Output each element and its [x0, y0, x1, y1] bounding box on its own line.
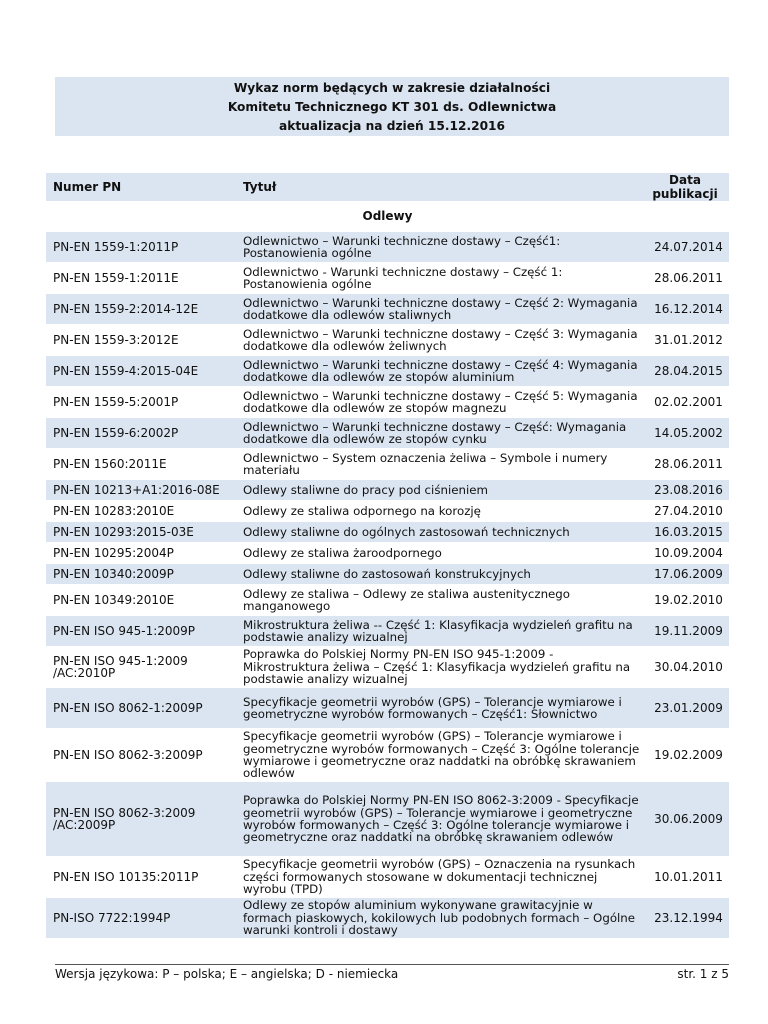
header-line-2: Komitetu Technicznego KT 301 ds. Odlewnictwa: [227, 100, 557, 114]
table-row: [46, 418, 729, 449]
norm-date: 30.04.2010: [641, 647, 729, 688]
norm-number: PN-EN 1559-1:2011E: [46, 263, 236, 294]
norm-title: Odlewy ze staliwa odpornego na korozję: [236, 501, 641, 522]
table-row: [46, 647, 729, 688]
table-row: [46, 387, 729, 418]
norm-title: Specyfikacje geometrii wyrobów (GPS) – Oznaczenia na rysunkach części formowanych stosowane w dokumentacji technicznej wyrobu (TPD): [236, 857, 641, 898]
table-row: [46, 616, 729, 647]
table-row: [46, 263, 729, 294]
norm-date: 17.06.2009: [641, 564, 729, 585]
table-row: [46, 857, 729, 898]
table-row: [46, 480, 729, 501]
table-row: [46, 543, 729, 564]
norm-title: Specyfikacje geometrii wyrobów (GPS) – Tolerancje wymiarowe i geometryczne wyrobów formowanych – Część 3: Ogólne tolerancje wymiarowe i geometryczne oraz naddatki na obróbkę skrawaniem odlewów: [236, 729, 641, 782]
norm-date: 28.04.2015: [641, 356, 729, 387]
norm-number: PN-EN 1560:2011E: [46, 449, 236, 480]
norm-number: PN-EN 10340:2009P: [46, 564, 236, 585]
table-row: [46, 294, 729, 325]
norm-number: PN-EN ISO 8062-1:2009P: [46, 688, 236, 729]
norm-date: 19.02.2010: [641, 585, 729, 616]
table-row: [46, 898, 729, 939]
norm-date: 10.09.2004: [641, 543, 729, 564]
column-header-title: Tytuł: [236, 173, 641, 202]
table-row: [46, 501, 729, 522]
norm-title: Odlewnictwo – Warunki techniczne dostawy – Część1: Postanowienia ogólne: [236, 232, 641, 263]
page-footer: [55, 964, 729, 985]
norm-date: 23.08.2016: [641, 480, 729, 501]
norm-title: Odlewnictwo – Warunki techniczne dostawy – Część 4: Wymagania dodatkowe dla odlewów ze stopów aluminium: [236, 356, 641, 387]
norm-title: Odlewy ze stopów aluminium wykonywane grawitacyjnie w formach piaskowych, kokilowych lub podobnych formach – Ogólne warunki kontroli i dostawy: [236, 898, 641, 939]
norm-date: 31.01.2012: [641, 325, 729, 356]
norm-number: PN-EN ISO 945-1:2009P: [46, 616, 236, 647]
norm-number: PN-EN 1559-3:2012E: [46, 325, 236, 356]
norm-number: PN-EN 10349:2010E: [46, 585, 236, 616]
table-row: [46, 585, 729, 616]
table-row: [46, 688, 729, 729]
norm-title: Odlewy ze staliwa żaroodpornego: [236, 543, 641, 564]
norm-date: 14.05.2002: [641, 418, 729, 449]
norm-date: 24.07.2014: [641, 232, 729, 263]
norm-number: PN-ISO 7722:1994P: [46, 898, 236, 939]
norm-number: PN-EN 10293:2015-03E: [46, 522, 236, 543]
norm-date: 30.06.2009: [641, 782, 729, 857]
table-row: [46, 522, 729, 543]
norm-number: PN-EN 10213+A1:2016-08E: [46, 480, 236, 501]
norm-date: 16.12.2014: [641, 294, 729, 325]
norm-title: Odlewnictwo – Warunki techniczne dostawy – Część: Wymagania dodatkowe dla odlewów ze stopów cynku: [236, 418, 641, 449]
norm-date: 19.02.2009: [641, 729, 729, 782]
norm-title: Poprawka do Polskiej Normy PN-EN ISO 945-1:2009 - Mikrostruktura żeliwa – Część 1: Klasyfikacja wydzieleń grafitu na podstawie analizy wizualnej: [236, 647, 641, 688]
table-row: [46, 782, 729, 857]
column-header-number: Numer PN: [46, 173, 236, 202]
norm-title: Odlewnictwo - Warunki techniczne dostawy – Część 1: Postanowienia ogólne: [236, 263, 641, 294]
norm-date: 10.01.2011: [641, 857, 729, 898]
norm-number: PN-EN ISO 8062-3:2009P: [46, 729, 236, 782]
norm-number: PN-EN 1559-1:2011P: [46, 232, 236, 263]
table-row: [46, 356, 729, 387]
norm-number: PN-EN 1559-2:2014-12E: [46, 294, 236, 325]
norm-number: PN-EN 1559-5:2001P: [46, 387, 236, 418]
norm-title: Odlewy ze staliwa – Odlewy ze staliwa austenitycznego manganowego: [236, 585, 641, 616]
norm-date: 19.11.2009: [641, 616, 729, 647]
norm-date: 23.01.2009: [641, 688, 729, 729]
norm-title: Odlewy staliwne do zastosowań konstrukcyjnych: [236, 564, 641, 585]
page-number: str. 1 z 5: [677, 967, 729, 981]
norm-title: Odlewnictwo – Warunki techniczne dostawy – Część 3: Wymagania dodatkowe dla odlewów żeliwnych: [236, 325, 641, 356]
norm-title: Odlewnictwo – System oznaczenia żeliwa – Symbole i numery materiału: [236, 449, 641, 480]
norm-number: PN-EN 10295:2004P: [46, 543, 236, 564]
norm-title: Odlewnictwo – Warunki techniczne dostawy – Część 2: Wymagania dodatkowe dla odlewów staliwnych: [236, 294, 641, 325]
table-row: [46, 729, 729, 782]
table-row: [46, 449, 729, 480]
norm-title: Odlewnictwo – Warunki techniczne dostawy – Część 5: Wymagania dodatkowe dla odlewów ze stopów magnezu: [236, 387, 641, 418]
norm-number: PN-EN 1559-4:2015-04E: [46, 356, 236, 387]
norm-title: Odlewy staliwne do pracy pod ciśnieniem: [236, 480, 641, 501]
header-line-3: aktualizacja na dzień 15.12.2016: [278, 119, 506, 133]
norm-number: PN-EN 1559-6:2002P: [46, 418, 236, 449]
norm-date: 23.12.1994: [641, 898, 729, 939]
norm-date: 28.06.2011: [641, 449, 729, 480]
norm-number: PN-EN ISO 10135:2011P: [46, 857, 236, 898]
norm-title: Poprawka do Polskiej Normy PN-EN ISO 8062-3:2009 - Specyfikacje geometrii wyrobów (GPS) – Tolerancje wymiarowe i geometryczne wyrobów formowanych – Część 3: Ogólne tolerancje wymiarowe i geometryczne oraz naddatki na obróbkę skrawaniem odlewów: [236, 782, 641, 857]
section-title: Odlewy: [46, 202, 729, 232]
norm-title: Mikrostruktura żeliwa -- Część 1: Klasyfikacja wydzieleń grafitu na podstawie analizy wizualnej: [236, 616, 641, 647]
section-row: [46, 202, 729, 232]
table-row: [46, 232, 729, 263]
norm-date: 02.02.2001: [641, 387, 729, 418]
norm-number: PN-EN ISO 8062-3:2009 /AC:2009P: [46, 782, 236, 857]
norm-title: Odlewy staliwne do ogólnych zastosowań technicznych: [236, 522, 641, 543]
norm-title: Specyfikacje geometrii wyrobów (GPS) – Tolerancje wymiarowe i geometryczne wyrobów formowanych – Część1: Słownictwo: [236, 688, 641, 729]
norm-date: 28.06.2011: [641, 263, 729, 294]
norm-number: PN-EN ISO 945-1:2009 /AC:2010P: [46, 647, 236, 688]
column-header-date-line-2: publikacji: [652, 187, 718, 201]
column-header-date: [641, 173, 729, 202]
table-row: [46, 325, 729, 356]
norms-table: [46, 173, 729, 939]
language-legend: Wersja językowa: P – polska; E – angielska; D - niemiecka: [55, 967, 399, 981]
table-header-row: [46, 173, 729, 202]
document-header: [55, 77, 729, 136]
norm-date: 16.03.2015: [641, 522, 729, 543]
column-header-date-line-1: Data: [669, 173, 701, 187]
table-row: [46, 564, 729, 585]
norm-number: PN-EN 10283:2010E: [46, 501, 236, 522]
header-line-1: Wykaz norm będących w zakresie działalności: [233, 81, 551, 95]
norm-date: 27.04.2010: [641, 501, 729, 522]
